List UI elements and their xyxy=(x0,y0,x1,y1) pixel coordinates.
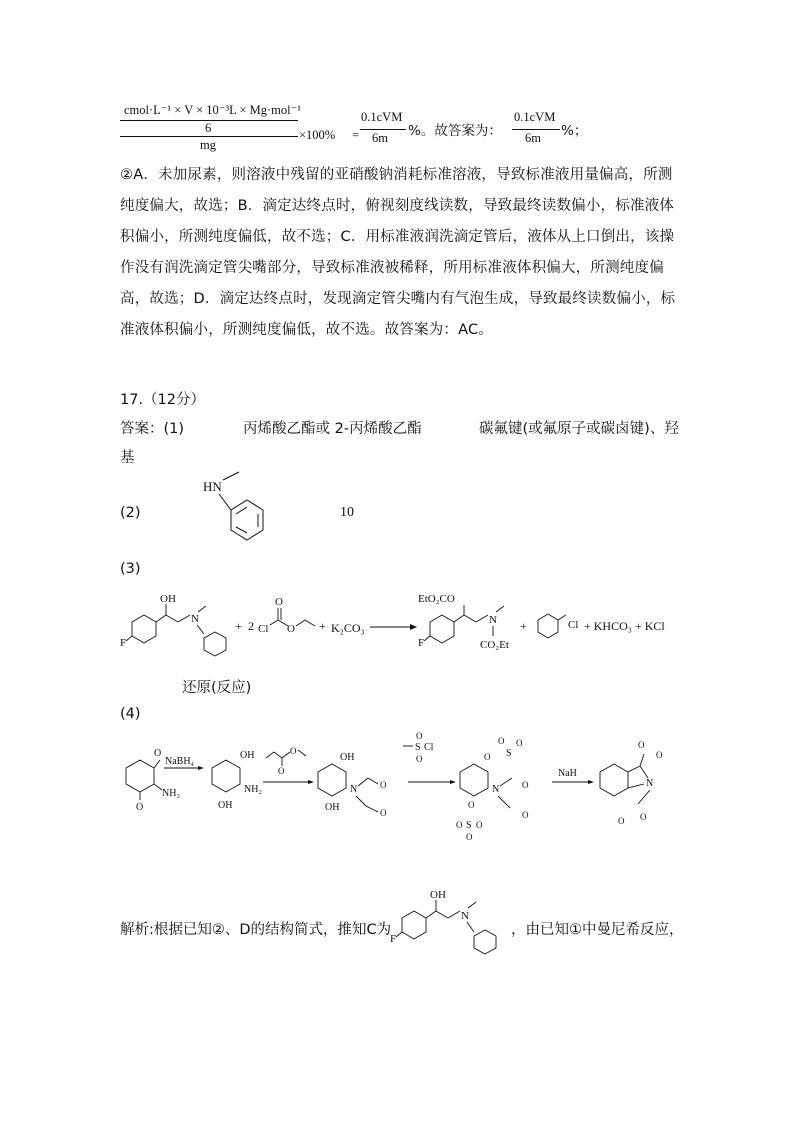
formula-eq-line xyxy=(360,129,406,130)
svg-text:O: O xyxy=(522,780,529,790)
answer-3-note: 还原(反应) xyxy=(182,680,252,696)
svg-text:NH₂: NH₂ xyxy=(244,784,262,795)
analysis-suffix: ，由已知①中曼尼希反应， xyxy=(511,922,684,938)
answer-2-number: 10 xyxy=(340,505,354,520)
svg-text:N: N xyxy=(646,778,654,789)
svg-text:OH: OH xyxy=(218,800,233,811)
svg-text:O: O xyxy=(476,820,483,830)
svg-text:O: O xyxy=(380,808,387,818)
answer-1-groups-cont: 基 xyxy=(120,450,135,466)
formula-outer-line xyxy=(120,136,298,137)
svg-text:Cl: Cl xyxy=(424,742,434,753)
svg-text:CO₂Et: CO₂Et xyxy=(480,639,509,651)
formula-eq-sign: = xyxy=(352,128,360,142)
answer-3-label: (3) xyxy=(120,561,141,577)
compound-c-structure xyxy=(388,888,512,968)
question-header: 17.（12分） xyxy=(120,392,206,408)
n-methylbenzylamine-structure xyxy=(195,470,285,555)
svg-text:2: 2 xyxy=(248,619,254,633)
svg-text:S: S xyxy=(506,748,512,759)
svg-text:N: N xyxy=(350,784,358,795)
svg-text:+: + xyxy=(235,619,242,633)
svg-text:N: N xyxy=(489,614,497,626)
svg-text:N: N xyxy=(461,910,469,922)
answer-2-label: (2) xyxy=(120,505,141,521)
svg-text:NH₂: NH₂ xyxy=(162,788,180,799)
formula-ans-num: 0.1cVM xyxy=(514,110,556,124)
svg-text:OH: OH xyxy=(160,593,176,605)
svg-text:N: N xyxy=(492,784,500,795)
svg-text:O: O xyxy=(516,738,523,748)
svg-text:O: O xyxy=(638,740,645,750)
svg-text:O: O xyxy=(278,766,285,776)
reaction-3-scheme xyxy=(118,590,688,665)
svg-text:O: O xyxy=(484,752,491,762)
answer-1-groups: 碳氟键(或氟原子或碳卤键)、羟 xyxy=(479,421,679,437)
svg-text:+: + xyxy=(520,619,527,633)
svg-text:Cl: Cl xyxy=(258,623,269,635)
svg-text:O: O xyxy=(290,746,297,756)
svg-text:O: O xyxy=(416,731,423,741)
svg-text:OH: OH xyxy=(240,750,255,761)
svg-text:O: O xyxy=(618,816,625,826)
formula-inner-den: 6 xyxy=(205,121,212,135)
answer-1-name: 丙烯酸乙酯或 2-丙烯酸乙酯 xyxy=(243,421,422,437)
svg-text:OH: OH xyxy=(340,752,355,763)
svg-text:S: S xyxy=(466,820,472,831)
formula-den: mg xyxy=(200,138,216,152)
svg-text:O: O xyxy=(456,820,463,830)
svg-text:K₂CO₃: K₂CO₃ xyxy=(331,621,365,635)
answer-4-label: (4) xyxy=(120,706,141,722)
svg-text:+: + xyxy=(319,619,326,633)
formula-ans-tail: %； xyxy=(561,123,588,139)
svg-text:F: F xyxy=(120,637,127,649)
svg-text:O: O xyxy=(416,754,423,764)
svg-text:NaH: NaH xyxy=(558,768,577,779)
svg-text:S: S xyxy=(415,742,421,753)
answer-label: 答案：(1) xyxy=(120,421,185,437)
svg-text:+ KHCO₃ + KCl: + KHCO₃ + KCl xyxy=(584,619,665,633)
svg-text:Cl: Cl xyxy=(568,619,579,631)
svg-text:NaBH₄: NaBH₄ xyxy=(165,756,195,767)
svg-text:OH: OH xyxy=(430,889,446,901)
formula-ans-line xyxy=(512,129,560,130)
explanation-paragraph: ②A．未加尿素，则溶液中残留的亚硝酸钠消耗标准溶液，导致标准液用量偏高，所测纯度偏大，故选；B．滴定达终点时，俯视刻度线读数，导致最终读数偏小，标准液体积偏小，所测纯度偏低，故不选；C．用标准液润洗滴定管后，液体从上口倒出，该操作没有润洗滴定管尖嘴部分，导致标准液被稀释，所用标准液体积偏大，所测纯度偏高，故选；D．滴定达终点时，发现滴定管尖嘴内有气泡生成，导致最终读数偏小，标准液体积偏小，所测纯度偏低，故不选。故答案为：AC。 xyxy=(120,167,676,338)
nh-label: HN xyxy=(203,479,222,494)
svg-text:F: F xyxy=(390,933,397,945)
svg-text:O: O xyxy=(640,812,647,822)
analysis-prefix: 解析:根据已知②、D的结构简式，推知C为 xyxy=(120,922,392,938)
svg-text:O: O xyxy=(287,623,295,635)
svg-text:O: O xyxy=(498,736,505,746)
formula-eq-den: 6m xyxy=(372,131,388,145)
svg-text:N: N xyxy=(191,613,199,625)
formula-times: ×100% xyxy=(299,128,336,142)
svg-text:OH: OH xyxy=(325,802,340,813)
svg-text:O: O xyxy=(136,802,144,813)
svg-text:O: O xyxy=(468,800,475,810)
svg-text:O: O xyxy=(656,750,663,760)
svg-text:O: O xyxy=(154,748,162,759)
svg-text:O: O xyxy=(466,832,473,842)
svg-text:O: O xyxy=(380,780,387,790)
formula-eq-tail: %。故答案为： xyxy=(408,123,502,139)
reaction-4-scheme xyxy=(118,730,688,850)
formula-numerator: cmol·L⁻¹ × V × 10⁻³L × Mg·mol⁻¹ xyxy=(124,103,301,117)
formula-eq-num: 0.1cVM xyxy=(361,110,403,124)
svg-text:O: O xyxy=(522,810,529,820)
svg-text:O: O xyxy=(275,596,283,608)
formula-ans-den: 6m xyxy=(525,131,541,145)
svg-text:F: F xyxy=(418,637,425,649)
svg-text:EtO₂CO: EtO₂CO xyxy=(418,593,455,605)
